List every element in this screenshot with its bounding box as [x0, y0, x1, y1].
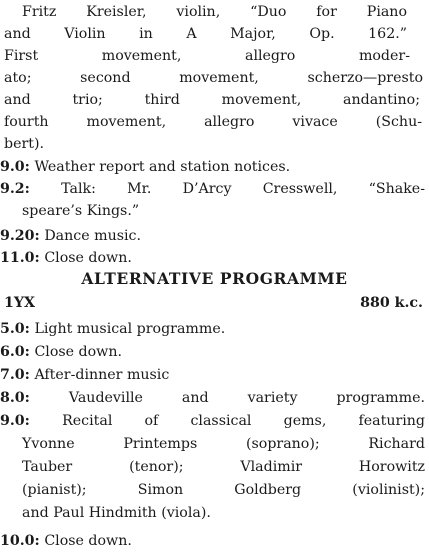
entry-line: ato; second movement, scherzo—presto: [4, 70, 423, 86]
entry-time: 10.0:: [0, 533, 40, 549]
schedule-entry: [0, 387, 425, 409]
entry-line: bert).: [4, 136, 45, 152]
entry-text: Weather report and station notices.: [34, 159, 291, 175]
entry-line: fourth movement, allegro vivace (Schu-: [4, 114, 422, 130]
station-row: [0, 292, 429, 314]
entry-text: Vaudeville and variety programme.: [68, 390, 425, 406]
station-call-sign: 1YX: [4, 295, 36, 311]
section-heading: ALTERNATIVE PROGRAMME: [81, 269, 348, 288]
entry-text: Dance music.: [44, 228, 141, 244]
entry-text: Close down.: [44, 250, 132, 266]
entry-line: and trio; third movement, andantino;: [4, 92, 420, 108]
entry-line: and Violin in A Major, Op. 162.”: [4, 26, 407, 42]
schedule-entry: [0, 341, 429, 363]
schedule-entry: [0, 410, 425, 432]
schedule-entry: [0, 225, 429, 247]
entry-time: 6.0:: [0, 344, 30, 360]
entry-time: 5.0:: [0, 321, 30, 337]
entry-time: 8.0:: [0, 390, 30, 406]
entry-text: Recital of classical gems, featuring: [62, 413, 425, 429]
entry-line: Tauber (tenor); Vladimir Horowitz: [22, 459, 425, 475]
entry-time: 9.2:: [0, 181, 30, 197]
entry-time: 9.0:: [0, 159, 30, 175]
entry-line: speare’s Kings.”: [22, 203, 140, 219]
entry-time: 7.0:: [0, 367, 30, 383]
schedule-entry: [0, 364, 429, 386]
entry-text: Close down.: [44, 533, 132, 549]
schedule-entry: [0, 530, 429, 552]
entry-text: Light musical programme.: [34, 321, 226, 337]
entry-line: (pianist); Simon Goldberg (violinist);: [22, 482, 425, 498]
entry-time: 9.20:: [0, 228, 40, 244]
entry-line: and Paul Hindmith (viola).: [22, 505, 211, 521]
entry-line: Yvonne Printemps (soprano); Richard: [22, 436, 425, 452]
schedule-entry: [0, 318, 429, 340]
entry-text: Talk: Mr. D’Arcy Cresswell, “Shake-: [61, 181, 425, 197]
schedule-entry: [0, 247, 429, 269]
schedule-entry: [0, 156, 429, 178]
schedule-entry: [0, 178, 425, 200]
entry-time: 9.0:: [0, 413, 30, 429]
entry-time: 11.0:: [0, 250, 40, 266]
entry-line: Fritz Kreisler, violin, “Duo for Piano: [22, 4, 407, 20]
entry-text: Close down.: [34, 344, 122, 360]
station-frequency: 880 k.c.: [360, 295, 423, 311]
entry-text: After-dinner music: [34, 367, 170, 383]
entry-line: First movement, allegro moder-: [4, 48, 410, 64]
